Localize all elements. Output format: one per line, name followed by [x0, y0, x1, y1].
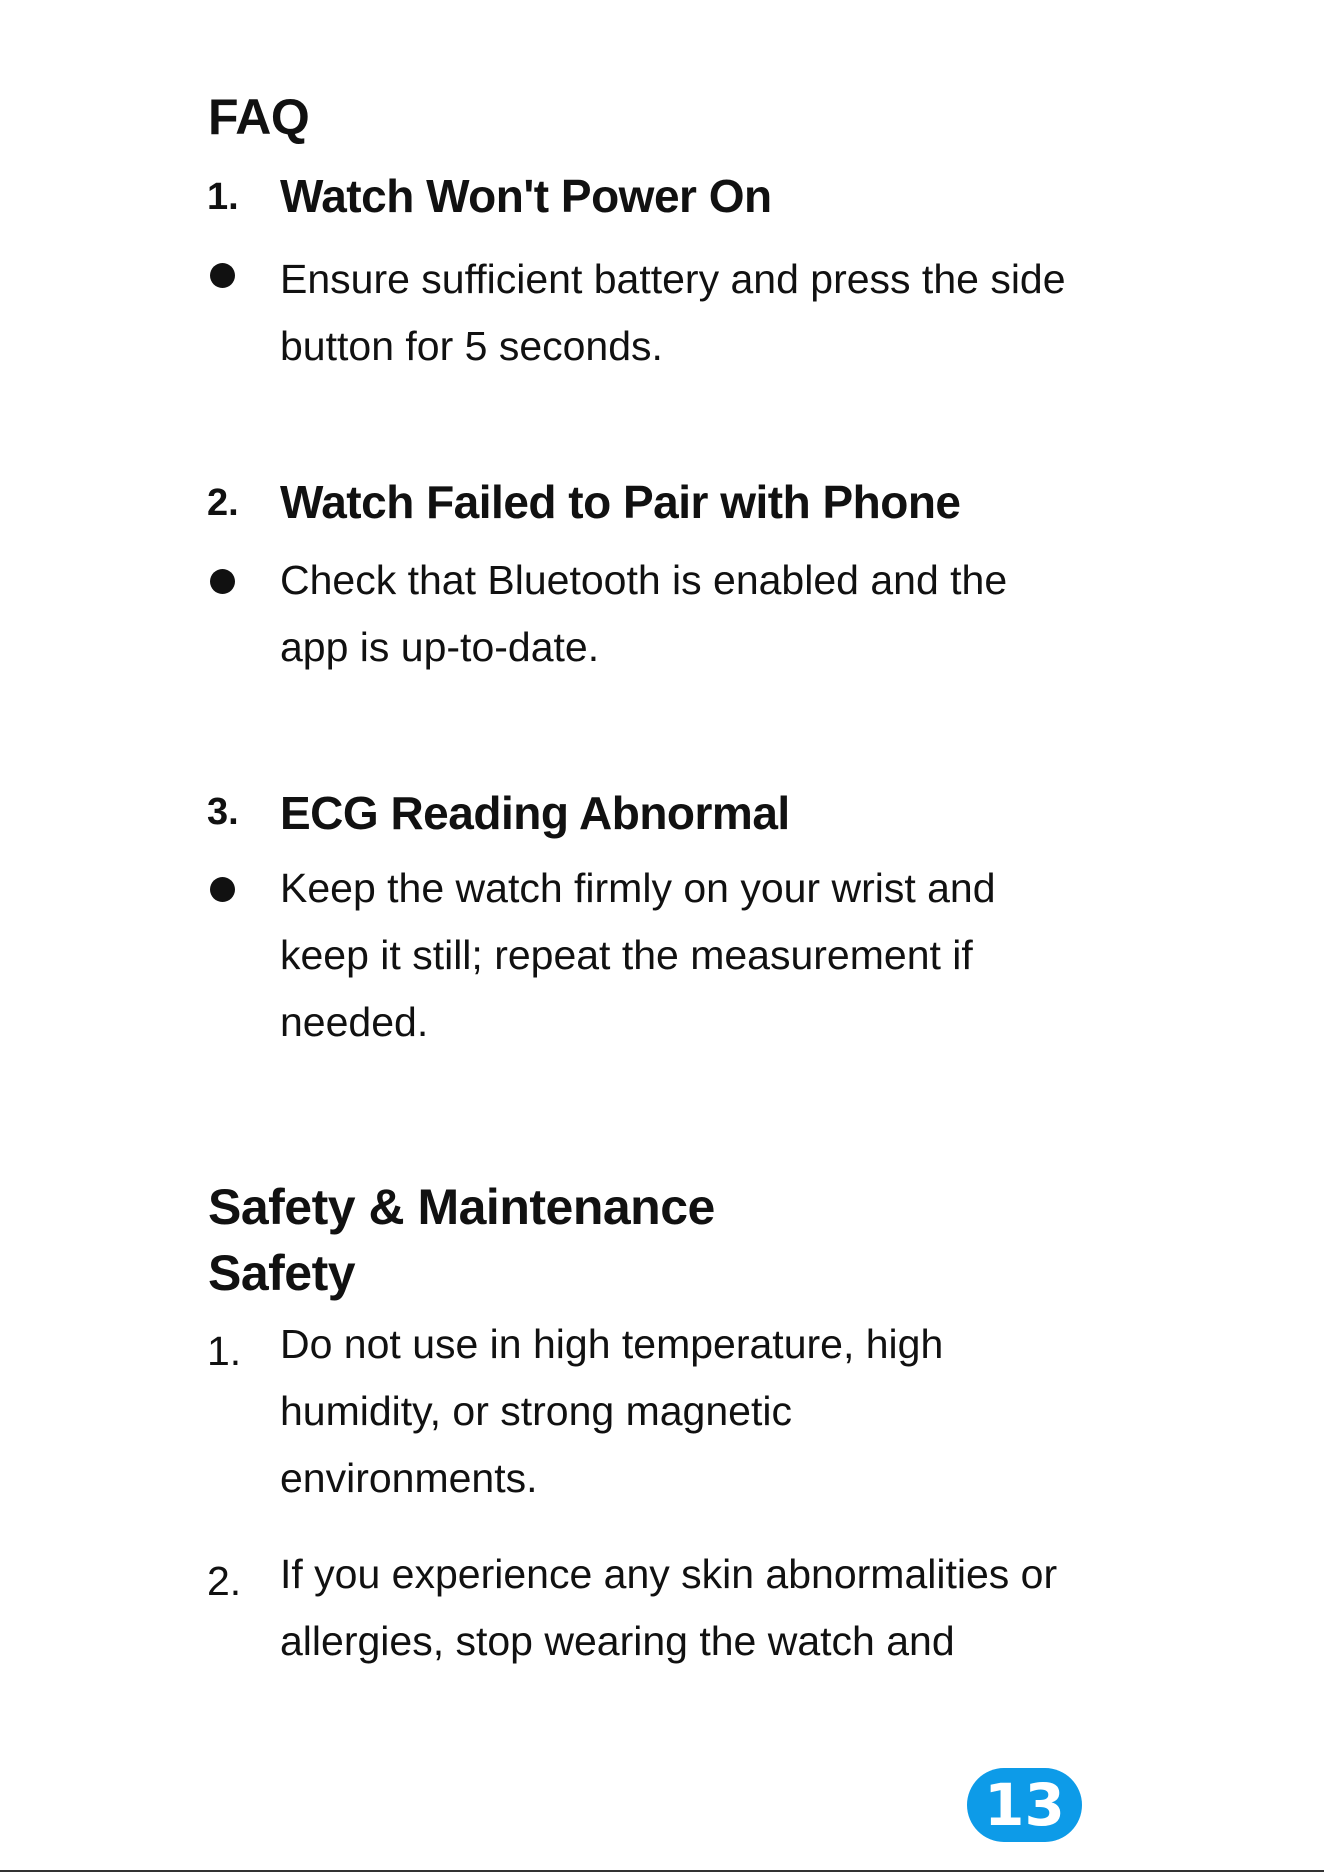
bullet-icon [210, 263, 235, 288]
safety-item-2-line: If you experience any skin abnormalities or [280, 1551, 1058, 1597]
faq-item-1-number: 1. [207, 176, 239, 218]
faq-item-1-answer-line: button for 5 seconds. [280, 323, 663, 369]
faq-item-3-answer-line: keep it still; repeat the measurement if [280, 932, 973, 978]
faq-item-1-answer [280, 246, 1200, 380]
faq-heading: FAQ [208, 89, 310, 145]
faq-item-3-number: 3. [207, 791, 239, 833]
safety-item-2-number: 2. [207, 1558, 242, 1604]
safety-item-2-text [280, 1541, 1200, 1675]
bullet-icon [210, 569, 235, 594]
bullet-icon [210, 877, 235, 902]
safety-item-1-line: humidity, or strong magnetic [280, 1388, 792, 1434]
faq-item-2-answer-line: Check that Bluetooth is enabled and the [280, 557, 1008, 603]
safety-subheading: Safety [208, 1245, 356, 1301]
faq-item-2-answer-line: app is up-to-date. [280, 624, 600, 670]
faq-item-2-answer [280, 547, 1200, 681]
faq-item-2-title: Watch Failed to Pair with Phone [280, 476, 961, 528]
safety-item-1-line: environments. [280, 1455, 538, 1501]
safety-item-1-line: Do not use in high temperature, high [280, 1321, 944, 1367]
faq-item-1-title: Watch Won't Power On [280, 170, 772, 222]
safety-item-1-text [280, 1311, 1200, 1512]
faq-item-3-answer-line: Keep the watch firmly on your wrist and [280, 865, 996, 911]
safety-item-2-line: allergies, stop wearing the watch and [280, 1618, 955, 1664]
page-number-badge: 13 [967, 1768, 1082, 1842]
safety-item-1-number: 1. [207, 1328, 242, 1374]
faq-item-3-title: ECG Reading Abnormal [280, 787, 790, 839]
faq-item-3-answer [280, 855, 1200, 1056]
safety-maintenance-heading: Safety & Maintenance [208, 1179, 715, 1235]
faq-item-1-answer-line: Ensure sufficient battery and press the side [280, 256, 1066, 302]
faq-item-3-answer-line: needed. [280, 999, 429, 1045]
faq-item-2-number: 2. [207, 482, 239, 524]
